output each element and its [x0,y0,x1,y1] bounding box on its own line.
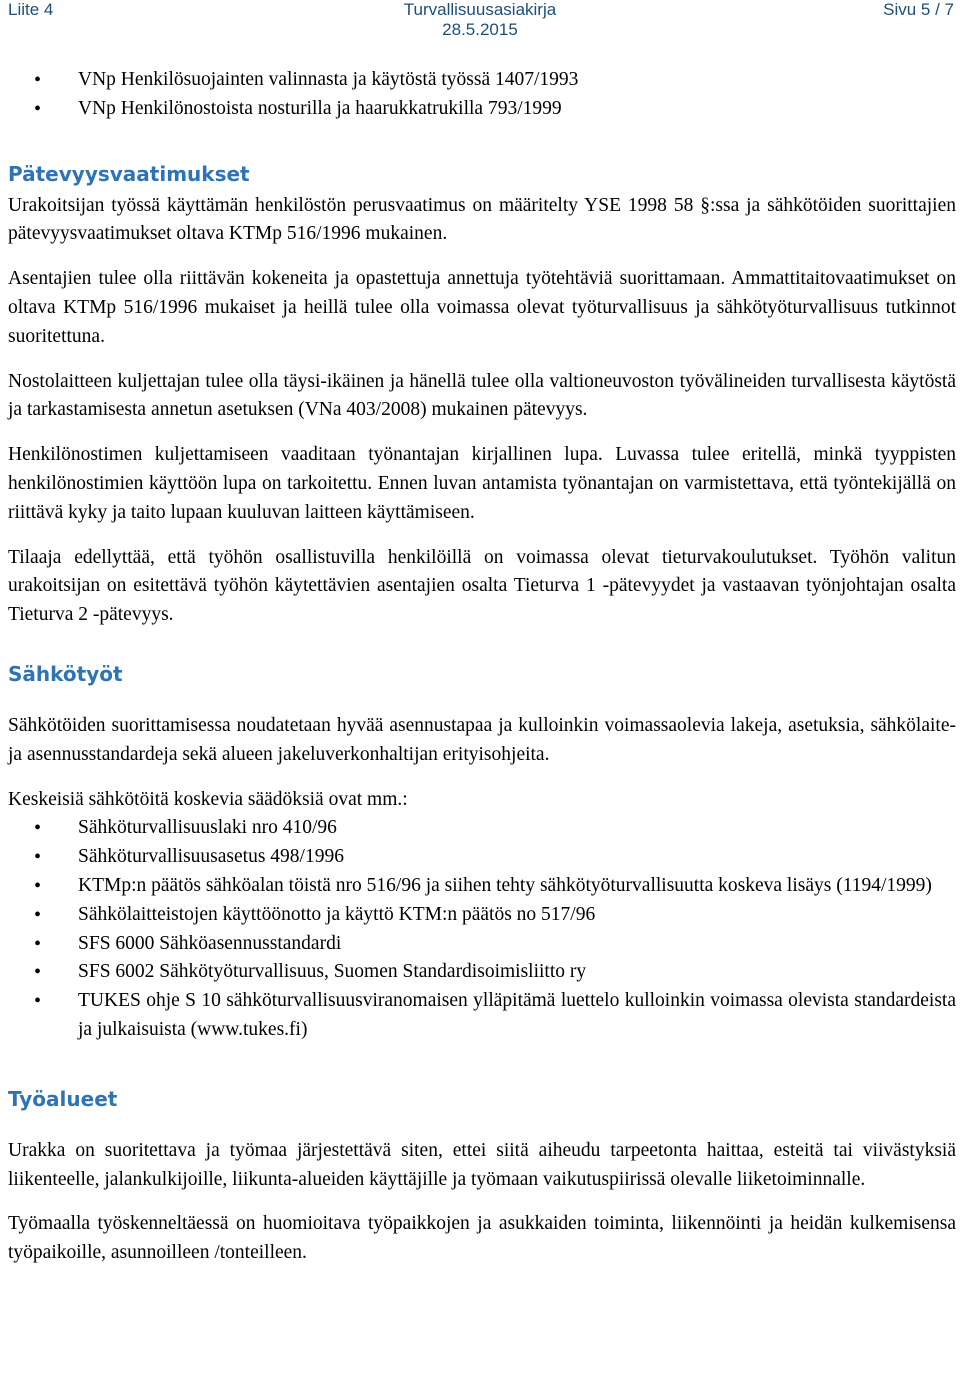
paragraph: Työmaalla työskenneltäessä on huomioitava työpaikkojen ja asukkaiden toiminta, liikennöinti ja heidän kulkemisensa työpaikoille, asunnoilleen /tonteilleen. [8,1213,956,1264]
paragraph: Asentajien tulee olla riittävän kokeneita ja opastettuja annettuja työtehtäviä suorittamaan. Ammattitaitovaatimukset on oltava KTMp 516/1996 mukaiset ja heillä tulee olla voimassa olevat työturvallisuus ja sähkötyöturvallisuus tutkinnot suoritettuna. [8,268,956,347]
regulation-list-electrical [8,814,956,1044]
list-item: • SFS 6002 Sähkötyöturvallisuus, Suomen Standardisoimisliitto ry [8,958,956,987]
paragraph: Urakoitsijan työssä käyttämän henkilöstön perusvaatimus on määritelty YSE 1998 58 §:ssa ja sähkötöiden suorittajien pätevyysvaatimukset oltava KTMp 516/1996 mukainen. [8,194,956,245]
paragraph: Tilaaja edellyttää, että työhön osallistuvilla henkilöillä on voimassa olevat tieturvakoulutukset. Työhön valitun urakoitsijan on esitettävä työhön käytettävien asentajien osalta Tieturva 1 -pätevyydet ja vastaavan työnjohtajan osalta Tieturva 2 -pätevyys. [8,546,956,626]
list-item: • VNp Henkilösuojainten valinnasta ja käytöstä työssä 1407/1993 [8,66,956,95]
header-page-number: Sivu 5 / 7 [883,0,954,19]
section-heading-sahkotyot: Sähkötyöt [8,661,123,686]
list-item: • TUKES ohje S 10 sähköturvallisuusviranomaisen ylläpitämä luettelo kulloinkin voimassa olevista standardeista ja julkaisuista (www.tukes.fi) [8,987,956,1045]
list-item: • VNp Henkilönostoista nosturilla ja haarukkatrukilla 793/1999 [8,95,956,124]
list-item: • Sähköturvallisuuslaki nro 410/96 [8,814,956,843]
paragraph: Henkilönostimen kuljettamiseen vaaditaan työnantajan kirjallinen lupa. Luvassa tulee eritellä, minkä tyyppisten henkilönostimien käyttöön lupa on tarkoitettu. Ennen luvan antamista työnantajan on varmistettava, että työntekijällä on riittävä kyky ja taito lupaan kuuluvan laitteen käyttämiseen. [8,444,956,523]
page-header [0,0,960,40]
paragraph: Nostolaitteen kuljettajan tulee olla täysi-ikäinen ja hänellä tulee olla valtioneuvoston työvälineiden turvallisesta käytöstä ja tarkastamisesta annetun asetuksen (VNa 403/2008) mukainen pätevyys. [8,370,956,421]
header-document-date: 28.5.2015 [442,20,518,39]
list-item: • Sähköturvallisuusasetus 498/1996 [8,843,956,872]
header-attachment-label: Liite 4 [8,0,54,19]
document-body [8,66,956,1284]
list-item: • KTMp:n päätös sähköalan töistä nro 516/96 ja siihen tehty sähkötyöturvallisuutta koskeva lisäys (1194/1999) [8,872,956,901]
header-document-title: Turvallisuusasiakirja [403,0,557,19]
regulation-list-top [8,66,956,124]
list-item: • Sähkölaitteistojen käyttöönotto ja käyttö KTM:n päätös no 517/96 [8,901,956,930]
paragraph: Sähkötöiden suorittamisessa noudatetaan hyvää asennustapaa ja kulloinkin voimassaolevia lakeja, asetuksia, sähkölaite- ja asennusstandardeja sekä alueen jakeluverkonhaltijan erityisohjeita. [8,714,956,765]
list-intro: Keskeisiä sähkötöitä koskevia säädöksiä ovat mm.: [8,788,408,810]
header-center [0,0,960,40]
list-item: • SFS 6000 Sähköasennusstandardi [8,930,956,959]
section-heading-patevyysvaatimukset: Pätevyysvaatimukset [8,161,250,186]
paragraph: Urakka on suoritettava ja työmaa järjestettävä siten, ettei siitä aiheudu tarpeetonta haittaa, esteitä tai viivästyksiä liikenteelle, jalankulkijoille, liikunta-alueiden käyttäjille ja työmaan vaikutuspiirissä olevalle liiketoiminnalle. [8,1139,956,1190]
section-heading-tyoalueet: Työalueet [8,1086,118,1111]
